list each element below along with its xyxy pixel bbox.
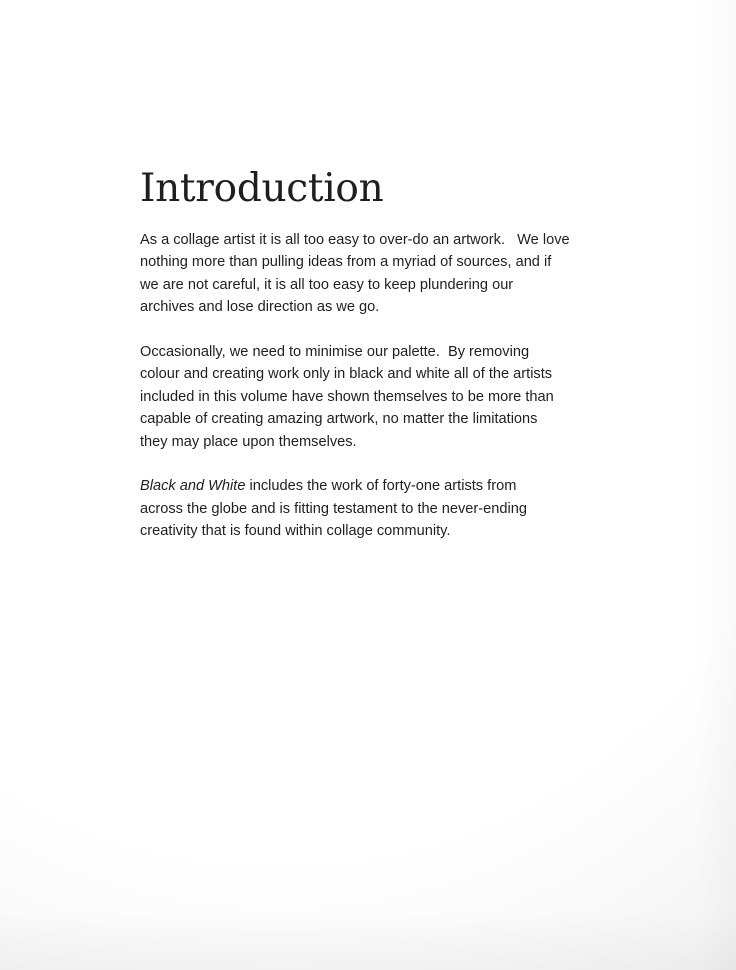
page-title: Introduction bbox=[140, 166, 384, 211]
text-line: colour and creating work only in black and white all of the artists bbox=[140, 366, 553, 383]
paragraph-1 bbox=[140, 229, 590, 319]
page-edge-shadow-right bbox=[696, 0, 736, 970]
text-line bbox=[140, 475, 590, 497]
body-text bbox=[140, 229, 590, 543]
text-line: Occasionally, we need to minimise our palette. By removing bbox=[140, 344, 530, 361]
text-line: capable of creating amazing artwork, no matter the limitations bbox=[140, 411, 538, 428]
text-line: across the globe and is fitting testament to the never-ending bbox=[140, 500, 527, 517]
text-line: creativity that is found within collage community. bbox=[140, 523, 451, 540]
text-line: they may place upon themselves. bbox=[140, 433, 357, 450]
page-content bbox=[140, 163, 590, 565]
page-edge-shadow-bottom bbox=[0, 910, 736, 970]
paragraph-3 bbox=[140, 475, 590, 542]
book-title-italic: Black and White bbox=[140, 478, 246, 495]
text-line: As a collage artist it is all too easy to over-do an artwork. We love bbox=[140, 232, 570, 248]
text-line: included in this volume have shown themselves to be more than bbox=[140, 388, 554, 405]
text-line-rest: includes the work of forty-one artists from bbox=[245, 478, 517, 495]
text-line: we are not careful, it is all too easy to keep plundering our bbox=[140, 276, 514, 293]
text-line: nothing more than pulling ideas from a myriad of sources, and if bbox=[140, 254, 552, 271]
text-line: archives and lose direction as we go. bbox=[140, 299, 380, 316]
paragraph-2 bbox=[140, 341, 590, 453]
